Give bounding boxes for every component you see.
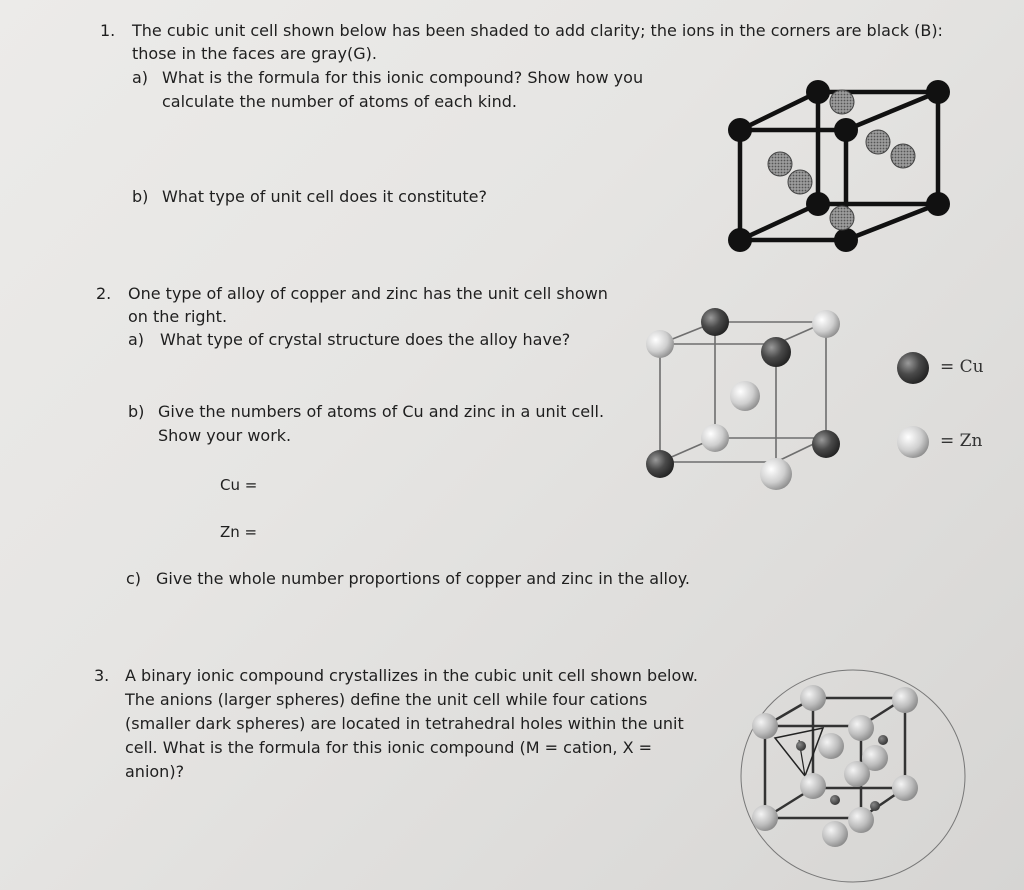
q1-number: 1. [100,21,116,40]
cu-atom [812,430,840,458]
q3-text-line4: cell. What is the formula for this ionic compound (M = cation, X = [125,738,653,757]
q2a-text: What type of crystal structure does the alloy have? [160,330,571,349]
q1a-text-line2: calculate the number of atoms of each kind. [162,92,517,111]
anion-sphere [800,773,826,799]
corner-ion-black [728,228,752,252]
corner-ion-black [806,80,830,104]
q3-number: 3. [94,666,110,685]
zn-atom [646,330,674,358]
zn-atom [760,458,792,490]
q2b-text-line1: Give the numbers of atoms of Cu and zinc in a unit cell. [158,402,605,421]
anion-sphere [892,687,918,713]
zn-atom [812,310,840,338]
legend-cu-swatch [895,350,931,386]
face-ion-gray [788,170,812,194]
face-ion-gray [830,90,854,114]
cu-atom [701,308,729,336]
q2-text-line2: on the right. [128,307,228,326]
q3-text-line5: anion)? [125,762,185,781]
cation-sphere [796,741,806,751]
fcc-unit-cell-diagram [720,72,960,262]
tetrahedral-unit-cell-diagram [735,668,965,888]
zn-answer-blank: Zn = [220,523,258,541]
face-ion-gray [830,206,854,230]
zn-atom [701,424,729,452]
q2c-label: c) [126,569,142,588]
legend-cu-label: = Cu [940,357,984,377]
q1a-text-line1: What is the formula for this ionic compound? Show how you [162,68,644,87]
q1-text-line2: those in the faces are gray(G). [132,44,377,63]
anion-sphere [844,761,870,787]
cation-sphere [878,735,888,745]
q2c-text: Give the whole number proportions of copper and zinc in the alloy. [156,569,691,588]
anion-sphere [800,685,826,711]
anion-sphere [822,821,848,847]
q3-text-line3: (smaller dark spheres) are located in tetrahedral holes within the unit [125,714,684,733]
q1b-label: b) [132,187,149,206]
zn-atom-center [730,381,760,411]
anion-sphere [892,775,918,801]
q2a-label: a) [128,330,145,349]
cu-atom [761,337,791,367]
q3-text-line1: A binary ionic compound crystallizes in the cubic unit cell shown below. [125,666,698,685]
cu-answer-blank: Cu = [220,476,258,494]
face-ion-gray [866,130,890,154]
anion-sphere [752,805,778,831]
face-ion-gray [768,152,792,176]
anion-sphere [848,715,874,741]
corner-ion-black [728,118,752,142]
cu-atom [646,450,674,478]
anion-sphere [848,807,874,833]
q1a-label: a) [132,68,149,87]
cation-sphere [830,795,840,805]
legend-zn-label: = Zn [940,431,983,451]
face-ion-gray [891,144,915,168]
legend-zn-swatch [895,424,931,460]
q1-text-line1: The cubic unit cell shown below has been shaded to add clarity; the ions in the corners are black (B): [132,21,943,40]
cation-sphere [870,801,880,811]
q2-text-line1: One type of alloy of copper and zinc has the unit cell shown [128,284,608,303]
cu-zn-unit-cell-diagram [630,292,850,492]
q2b-text-line2: Show your work. [158,426,292,445]
corner-ion-black [806,192,830,216]
q3-text-line2: The anions (larger spheres) define the unit cell while four cations [125,690,648,709]
anion-sphere [752,713,778,739]
anion-sphere [818,733,844,759]
corner-ion-black [926,80,950,104]
corner-ion-black [834,228,858,252]
q1b-text: What type of unit cell does it constitute? [162,187,487,206]
q2b-label: b) [128,402,145,421]
corner-ion-black [834,118,858,142]
corner-ion-black [926,192,950,216]
q2-number: 2. [96,284,112,303]
